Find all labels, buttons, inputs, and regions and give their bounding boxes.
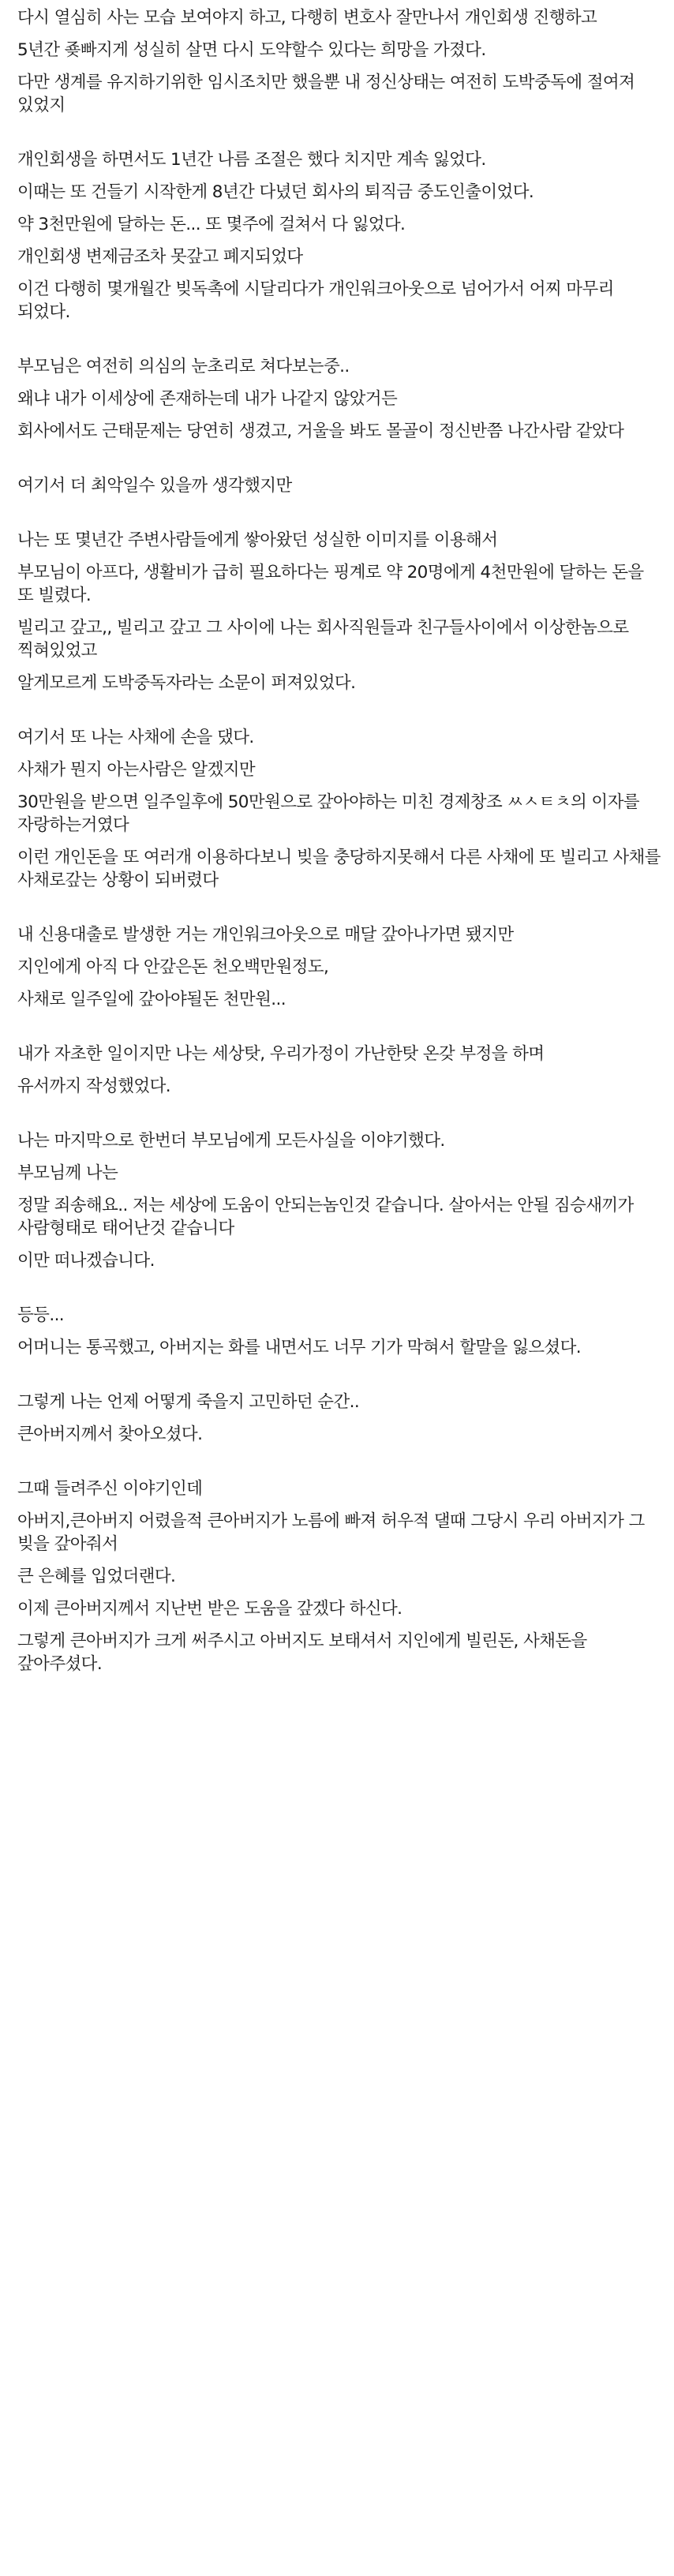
- text-line: 어머니는 통곡했고, 아버지는 화를 내면서도 너무 기가 막혀서 할말을 잃으셨다.: [17, 1338, 581, 1357]
- text-line: 그렇게 나는 언제 어떻게 죽을지 고민하던 순간..: [17, 1392, 360, 1412]
- paragraph: [17, 6, 663, 117]
- text-line: 이제 큰아버지께서 지난번 받은 도움을 갚겠다 하신다.: [17, 1599, 403, 1619]
- paragraph: [17, 355, 663, 443]
- text-line: 그렇게 큰아버지가 크게 써주시고 아버지도 보태셔서 지인에게 빌린돈, 사채돈을 갚아주셨다.: [17, 1631, 587, 1674]
- paragraph: [17, 726, 663, 892]
- text-line: 큰 은혜를 입었더랜다.: [17, 1567, 176, 1586]
- text-line: 나는 또 몇년간 주변사람들에게 쌓아왔던 성실한 이미지를 이용해서: [17, 530, 498, 550]
- text-line: 개인회생 변제금조차 못갚고 폐지되었다: [17, 247, 303, 267]
- text-line: 다시 열심히 사는 모습 보여야지 하고, 다행히 변호사 잘만나서 개인회생 진행하고: [17, 8, 597, 28]
- text-line: 이런 개인돈을 또 여러개 이용하다보니 빚을 충당하지못해서 다른 사채에 또 빌리고 사채를 사채로갚는 상황이 되버렸다: [17, 848, 661, 890]
- text-line: 등등...: [17, 1305, 65, 1325]
- paragraph: [17, 923, 663, 1011]
- text-line: 알게모르게 도박중독자라는 소문이 퍼져있었다.: [17, 673, 356, 693]
- text-line: 이건 다행히 몇개월간 빚독촉에 시달리다가 개인워크아웃으로 넘어가서 어찌 마무리 되었다.: [17, 279, 614, 322]
- paragraph: [17, 1477, 663, 1676]
- text-line: 회사에서도 근태문제는 당연히 생겼고, 거울을 봐도 몰골이 정신반쯤 나간사람 같았다: [17, 421, 624, 441]
- text-line: 유서까지 작성했었다.: [17, 1076, 170, 1096]
- text-line: 부모님께 나는: [17, 1163, 118, 1183]
- text-line: 그때 들려주신 이야기인데: [17, 1479, 203, 1499]
- text-line: 내 신용대출로 발생한 거는 개인워크아웃으로 매달 갚아나가면 됐지만: [17, 925, 514, 945]
- text-line: 이때는 또 건들기 시작한게 8년간 다녔던 회사의 퇴직금 중도인출이었다.: [17, 182, 534, 202]
- text-line: 여기서 더 최악일수 있을까 생각했지만: [17, 476, 292, 496]
- text-line: 다만 생계를 유지하기위한 임시조치만 했을뿐 내 정신상태는 여전히 도박중독에 절여져 있었지: [17, 73, 635, 115]
- text-line: 빌리고 갚고,, 빌리고 갚고 그 사이에 나는 회사직원들과 친구들사이에서 이상한놈으로 찍혀있었고: [17, 618, 629, 661]
- paragraph: [17, 1304, 663, 1359]
- text-line: 사채가 뭔지 아는사람은 알겠지만: [17, 760, 256, 780]
- text-line: 큰아버지께서 찾아오셨다.: [17, 1425, 203, 1444]
- text-line: 개인회생을 하면서도 1년간 나름 조절은 했다 치지만 계속 잃었다.: [17, 150, 486, 170]
- text-line: 부모님이 아프다, 생활비가 급히 필요하다는 핑계로 약 20명에게 4천만원에 달하는 돈을 또 빌렸다.: [17, 563, 644, 605]
- text-line: 정말 죄송해요.. 저는 세상에 도움이 안되는놈인것 같습니다. 살아서는 안될 짐승새끼가 사람형태로 태어난것 같습니다: [17, 1196, 634, 1238]
- paragraph: [17, 148, 663, 324]
- paragraph: [17, 1043, 663, 1098]
- paragraph: [17, 474, 663, 497]
- text-line: 아버지,큰아버지 어렸을적 큰아버지가 노름에 빠져 허우적 댈때 그당시 우리 아버지가 그 빚을 갚아줘서: [17, 1511, 645, 1554]
- text-line: 이만 떠나겠습니다.: [17, 1251, 155, 1271]
- text-line: 부모님은 여전히 의심의 눈초리로 쳐다보는중..: [17, 357, 350, 376]
- text-line: 지인에게 아직 다 안갚은돈 천오백만원정도,: [17, 957, 329, 977]
- text-line: 왜냐 내가 이세상에 존재하는데 내가 나같지 않았거든: [17, 389, 398, 409]
- paragraph: [17, 1129, 663, 1272]
- text-line: 5년간 죶빠지게 성실히 살면 다시 도약할수 있다는 희망을 가졌다.: [17, 40, 486, 60]
- text-line: 약 3천만원에 달하는 돈... 또 몇주에 걸쳐서 다 잃었다.: [17, 215, 406, 234]
- text-line: 나는 마지막으로 한번더 부모님에게 모든사실을 이야기했다.: [17, 1131, 445, 1151]
- paragraph: [17, 529, 663, 695]
- text-line: 30만원을 받으면 일주일후에 50만원으로 갚아야하는 미친 경제창조 ㅆㅅㅌㅊ의 이자를 자랑하는거였다: [17, 792, 639, 835]
- text-line: 사채로 일주일에 갚아야될돈 천만원...: [17, 990, 286, 1009]
- paragraph: [17, 1391, 663, 1446]
- text-line: 내가 자초한 일이지만 나는 세상탓, 우리가정이 가난한탓 온갖 부정을 하며: [17, 1044, 545, 1064]
- text-line: 여기서 또 나는 사채에 손을 댔다.: [17, 728, 254, 747]
